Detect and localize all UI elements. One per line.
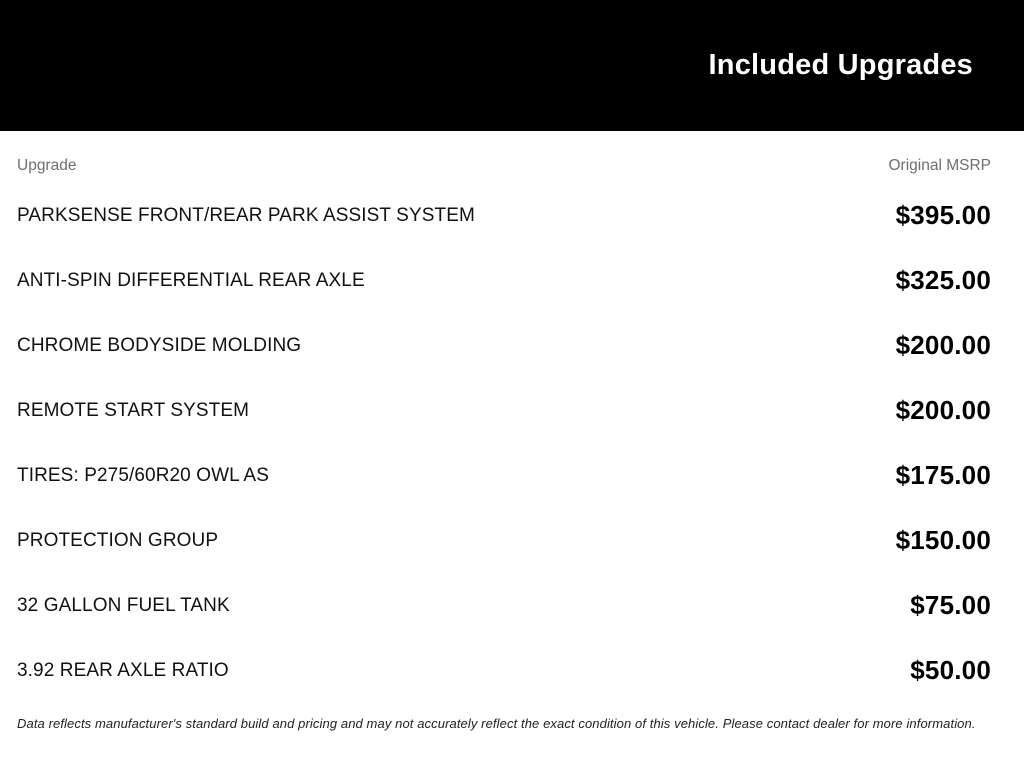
table-body	[17, 183, 991, 703]
table-row	[17, 183, 991, 248]
table-row	[17, 573, 991, 638]
upgrade-name: PARKSENSE FRONT/REAR PARK ASSIST SYSTEM	[17, 204, 475, 226]
disclaimer-text: Data reflects manufacturer's standard build and pricing and may not accurately reflect the exact condition of this vehicle. Please contact dealer for more information.	[17, 716, 976, 731]
upgrades-table	[0, 157, 1024, 731]
table-row	[17, 508, 991, 573]
upgrade-price: $50.00	[910, 655, 991, 685]
upgrade-name: PROTECTION GROUP	[17, 529, 219, 551]
table-row	[17, 638, 991, 703]
table-row	[17, 248, 991, 313]
table-row	[17, 313, 991, 378]
upgrade-name: ANTI-SPIN DIFFERENTIAL REAR AXLE	[17, 269, 365, 291]
upgrade-price: $395.00	[895, 200, 991, 230]
table-row	[17, 378, 991, 443]
upgrade-name: 32 GALLON FUEL TANK	[17, 594, 230, 616]
page-title: Included Upgrades	[708, 49, 973, 81]
upgrade-price: $200.00	[895, 330, 991, 360]
upgrade-name: 3.92 REAR AXLE RATIO	[17, 659, 229, 681]
upgrade-name: CHROME BODYSIDE MOLDING	[17, 334, 302, 356]
upgrade-price: $75.00	[910, 590, 991, 620]
upgrade-price: $325.00	[895, 265, 991, 295]
upgrade-name: REMOTE START SYSTEM	[17, 399, 250, 421]
upgrade-price: $200.00	[895, 395, 991, 425]
table-header-row	[17, 157, 991, 177]
upgrade-price: $175.00	[895, 460, 991, 490]
page-header	[0, 0, 1024, 131]
upgrade-name: TIRES: P275/60R20 OWL AS	[17, 464, 269, 486]
column-header-original-msrp: Original MSRP	[888, 157, 991, 174]
table-row	[17, 443, 991, 508]
column-header-upgrade: Upgrade	[17, 157, 77, 174]
upgrade-price: $150.00	[895, 525, 991, 555]
